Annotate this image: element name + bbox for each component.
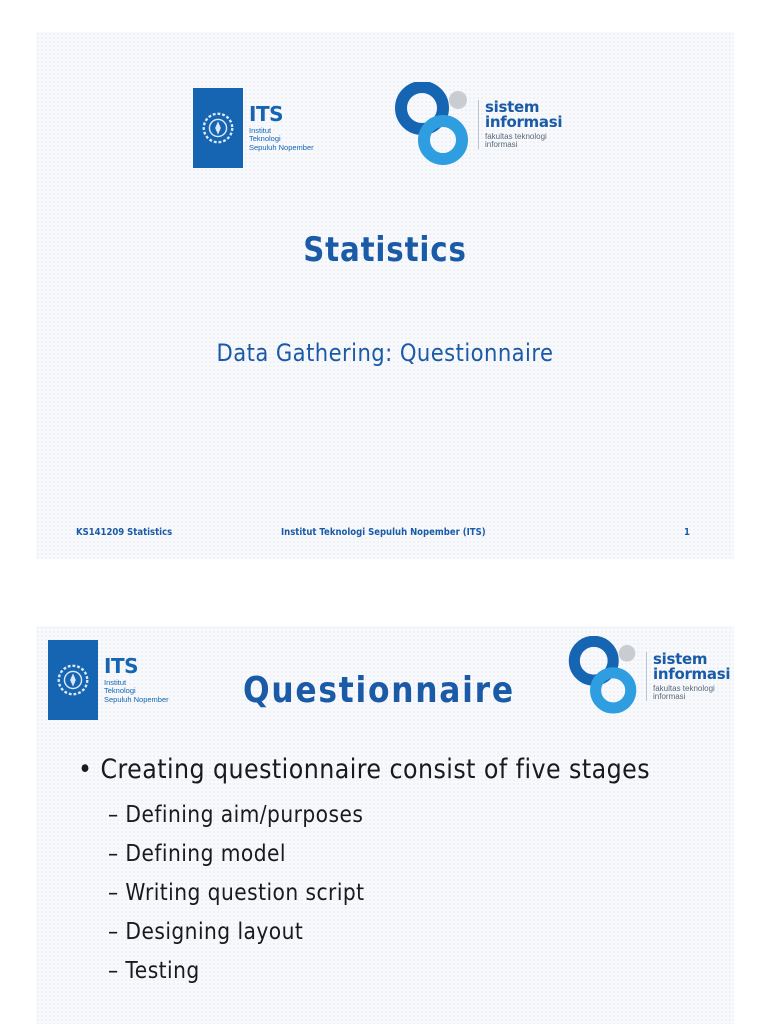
sub-bullet-item: – Writing question script (108, 880, 365, 906)
si-line-3: fakultas teknologi (653, 683, 715, 693)
title-slide (36, 32, 734, 559)
its-line-3: Sepuluh Nopember (104, 694, 169, 704)
its-emblem-icon (48, 640, 98, 720)
content-slide (36, 626, 734, 1024)
slide-title: Statistics (303, 230, 467, 270)
its-line-2: Teknologi (104, 686, 136, 696)
its-emblem-icon (193, 88, 243, 168)
sub-bullet-item: – Defining aim/purposes (108, 802, 364, 828)
si-mark-icon (566, 636, 640, 716)
sub-bullet-item: – Designing layout (108, 919, 304, 945)
its-name: ITS (104, 653, 138, 678)
footer-course: KS141209 Statistics (76, 527, 173, 538)
si-line-4: informasi (653, 691, 686, 701)
si-line-1: sistem (485, 98, 540, 116)
its-line-1: Institut (104, 677, 127, 687)
its-logo (193, 88, 314, 168)
sub-bullet-list (108, 796, 400, 991)
si-logo (392, 82, 562, 167)
si-logo (566, 636, 730, 716)
sub-bullet-item: – Defining model (108, 841, 286, 867)
its-line-2: Teknologi (249, 134, 281, 144)
si-line-3: fakultas teknologi (485, 132, 547, 141)
si-line-2: informasi (485, 113, 563, 131)
si-mark-icon (392, 82, 472, 167)
bullet-point: • Creating questionnaire consist of five stages (78, 754, 651, 785)
si-line-1: sistem (653, 649, 708, 668)
footer-page-number: 1 (684, 527, 690, 538)
slide-title: Questionnaire (243, 670, 515, 711)
its-line-1: Institut (249, 125, 272, 135)
its-line-3: Sepuluh Nopember (249, 142, 314, 152)
footer-institution: Institut Teknologi Sepuluh Nopember (ITS) (281, 527, 486, 538)
si-line-2: informasi (653, 664, 731, 683)
its-logo (48, 640, 169, 720)
sub-bullet-item: – Testing (108, 958, 200, 984)
its-name: ITS (249, 101, 283, 126)
si-line-4: informasi (485, 140, 518, 149)
slide-subtitle: Data Gathering: Questionnaire (216, 339, 554, 367)
